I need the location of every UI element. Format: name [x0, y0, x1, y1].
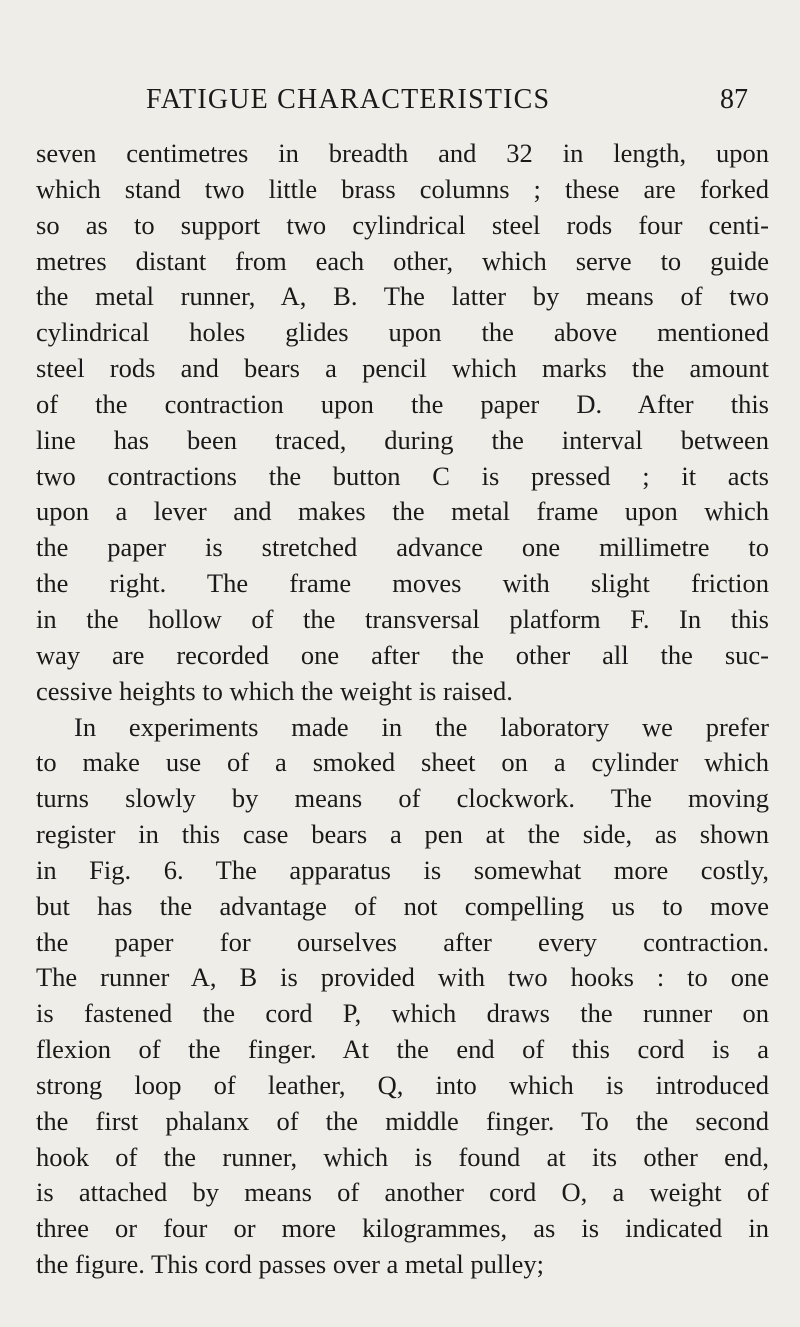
text-line: the paper is stretched advance one millimetre to — [36, 532, 769, 563]
text-line: upon a lever and makes the metal frame upon which — [36, 496, 769, 527]
text-line: is fastened the cord P, which draws the runner on — [36, 998, 769, 1029]
text-line: to make use of a smoked sheet on a cylinder which — [36, 747, 769, 778]
text-line: hook of the runner, which is found at its other end, — [36, 1141, 769, 1172]
text-line: so as to support two cylindrical steel rods four centi- — [36, 209, 769, 240]
text-line: The runner A, B is provided with two hooks : to one — [36, 962, 769, 993]
text-line: but has the advantage of not compelling us to move — [36, 890, 769, 921]
text-line: the paper for ourselves after every contraction. — [36, 926, 769, 957]
text-line: the first phalanx of the middle finger. To the second — [36, 1105, 769, 1136]
text-line: of the contraction upon the paper D. After this — [36, 388, 769, 419]
text-line: cessive heights to which the weight is raised. — [36, 675, 513, 706]
text-line: in the hollow of the transversal platform F. In this — [36, 603, 769, 634]
running-head — [90, 84, 748, 124]
text-line: is attached by means of another cord O, a weight of — [36, 1177, 769, 1208]
paragraph-2 — [36, 710, 769, 1284]
text-line: three or four or more kilogrammes, as is indicated in — [36, 1213, 769, 1244]
text-line: the metal runner, A, B. The latter by means of two — [36, 281, 769, 312]
text-line: cylindrical holes glides upon the above mentioned — [36, 317, 769, 348]
text-line: strong loop of leather, Q, into which is introduced — [36, 1069, 769, 1100]
text-line: turns slowly by means of clockwork. The moving — [36, 783, 769, 814]
text-line: two contractions the button C is pressed ; it acts — [36, 460, 769, 491]
text-line: steel rods and bears a pencil which marks the amount — [36, 353, 769, 384]
text-line: metres distant from each other, which serve to guide — [36, 245, 769, 276]
text-line: seven centimetres in breadth and 32 in length, upon — [36, 138, 769, 168]
text-line: in Fig. 6. The apparatus is somewhat more costly, — [36, 854, 769, 885]
page-number: 87 — [720, 84, 748, 115]
paragraph-1 — [36, 136, 769, 710]
text-line: flexion of the finger. At the end of this cord is a — [36, 1034, 769, 1065]
text-line: the right. The frame moves with slight friction — [36, 568, 769, 599]
text-line: way are recorded one after the other all the suc- — [36, 639, 769, 670]
text-line: the figure. This cord passes over a metal pulley; — [36, 1249, 545, 1280]
running-title: FATIGUE CHARACTERISTICS — [146, 84, 551, 115]
text-line: register in this case bears a pen at the side, as shown — [36, 819, 769, 850]
body-text — [36, 136, 769, 1283]
text-line: line has been traced, during the interval between — [36, 424, 769, 455]
text-line: which stand two little brass columns ; these are forked — [36, 173, 769, 204]
text-line: In experiments made in the laboratory we prefer — [74, 711, 769, 742]
